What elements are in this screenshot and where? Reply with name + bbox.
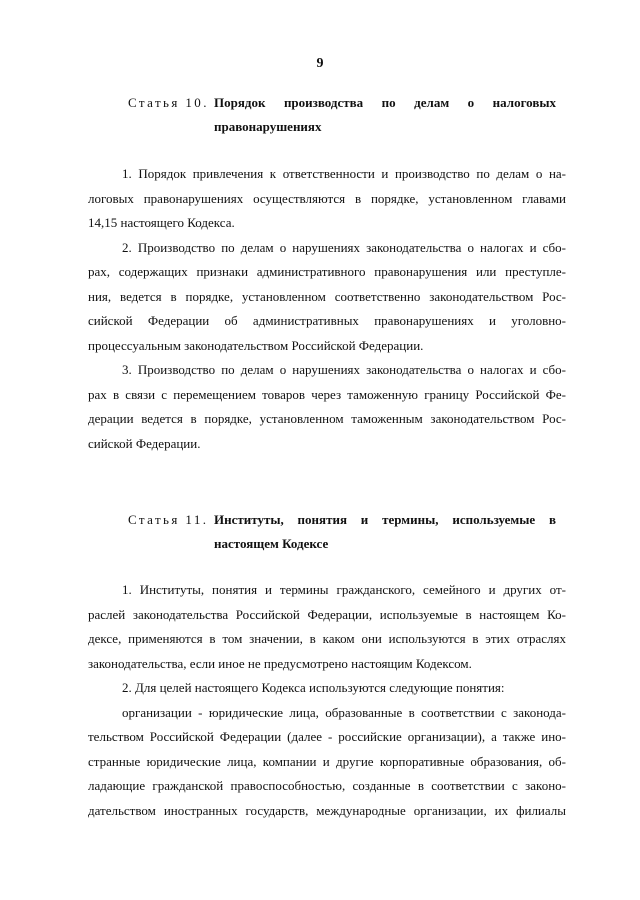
text-line: раслей законодательства Российской Федерации, используемые в настоящем Ко- [88, 606, 566, 622]
text-line: 1. Институты, понятия и термины гражданского, семейного и других от- [122, 582, 566, 597]
text-line: тельством Российской Федерации (далее - российские организации), а также ино- [88, 729, 566, 744]
text-line: рах, содержащих признаки административного правонарушения или преступле- [88, 264, 566, 279]
paragraph [88, 236, 566, 359]
text-line: 1. Порядок привлечения к ответственности и производство по делам о на- [122, 166, 566, 181]
article-title: Институты, понятия и термины, используемые в [214, 512, 556, 527]
text-line: рах в связи с перемещением товаров через таможенную границу Российской Фе- [88, 386, 566, 402]
text-line: сийской Федерации об административных правонарушениях и уголовно- [88, 313, 566, 328]
text-line: дательством иностранных государств, международные организации, их филиалы [88, 802, 566, 818]
article-heading [0, 512, 640, 558]
article-heading [0, 95, 640, 141]
article-label: Статья 11. [128, 512, 209, 527]
paragraph [88, 701, 566, 824]
article-11 [0, 512, 640, 558]
paragraph [88, 676, 566, 701]
article-10-body [88, 162, 566, 456]
text-line: 2. Производство по делам о нарушениях законодательства о налогах и сбо- [122, 239, 566, 255]
article-title: Порядок производства по делам о налоговых [214, 95, 556, 110]
article-11-body [88, 578, 566, 823]
text-line: дексе, применяются в том значении, в каком они используются в этих отраслях [88, 631, 566, 646]
text-line: процессуальным законодательством Российской Федерации. [88, 337, 424, 353]
text-line: организации - юридические лица, образованные в соответствии с законода- [122, 704, 566, 720]
paragraph [88, 162, 566, 236]
text-line: ладающие гражданской правоспособностью, созданные в соответствии с законо- [88, 778, 566, 793]
article-10 [0, 95, 640, 141]
text-line: законодательства, если иное не предусмотрено настоящим Кодексом. [88, 655, 472, 671]
article-title-continuation: настоящем Кодексе [214, 536, 329, 551]
text-line: дерации ведется в порядке, установленном таможенным законодательством Рос- [88, 411, 566, 426]
text-line: 3. Производство по делам о нарушениях законодательства о налогах и сбо- [122, 362, 566, 377]
text-line: странные юридические лица, компании и другие корпоративные образования, об- [88, 753, 566, 769]
page-number: 9 [316, 56, 324, 71]
article-title-continuation: правонарушениях [214, 119, 322, 134]
paragraph [88, 358, 566, 456]
text-line: 14,15 настоящего Кодекса. [88, 215, 235, 230]
article-label: Статья 10. [128, 95, 209, 110]
text-line: сийской Федерации. [88, 435, 201, 451]
paragraph [88, 578, 566, 676]
text-line: ния, ведется в порядке, установленном соответственно законодательством Рос- [88, 288, 566, 304]
text-line: логовых правонарушениях осуществляются в порядке, установленном главами [88, 190, 566, 206]
text-line: 2. Для целей настоящего Кодекса используются следующие понятия: [122, 680, 505, 695]
